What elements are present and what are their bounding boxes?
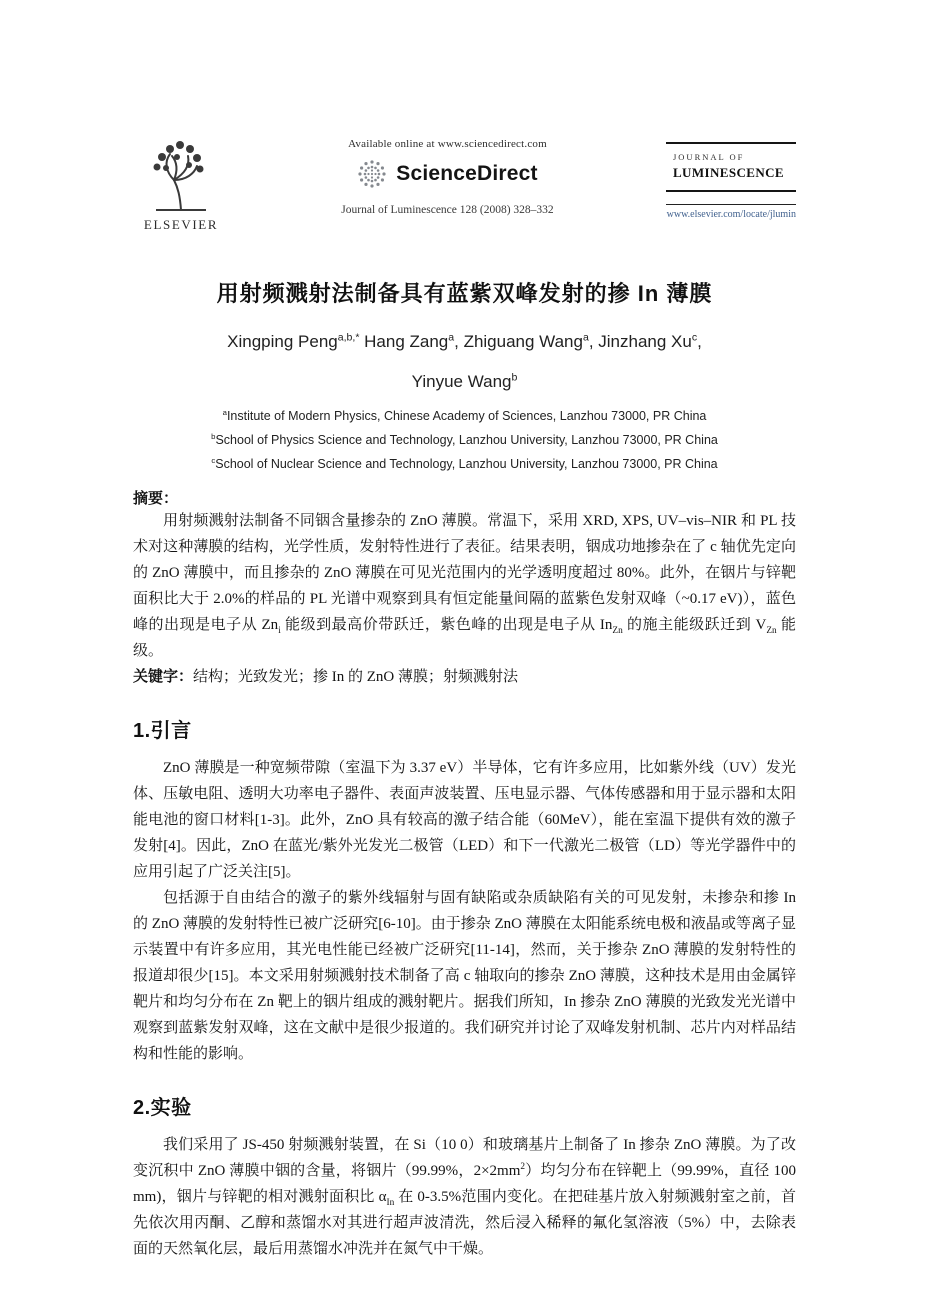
paragraph: 我们采用了 JS-450 射频溅射装置，在 Si（10 0）和玻璃基片上制备了 In 掺杂 ZnO 薄膜。为了改变沉积中 ZnO 薄膜中铟的含量，将铟片（99.99%，$2\times 2mm^2$）均匀分布在锌靶上（99.99%，直径 100 mm)，铟片与锌靶的相对溅射面积比 $\alpha_{In}$ 在 0-3.5%范围内变化。在把硅基片放入射频溅射室之前，首先依次用丙酮、乙醇和蒸馏水对其进行超声波清洗，然后浸入稀释的氟化氢溶液（5%）中，去除表面的天然氧化层，最后用蒸馏水冲洗并在氮气中干燥。 [133, 1137, 796, 1257]
journal-header [133, 136, 796, 233]
elsevier-logo [133, 136, 229, 233]
header-center-block [341, 138, 553, 216]
paragraph: ZnO 薄膜是一种宽频带隙（室温下为 3.37 eV）半导体，它有许多应用，比如紫外线（UV）发光体、压敏电阻、透明大功率电子器件、表面声波装置、压电显示器、气体传感器和用于显示器和太阳能电池的窗口材料[1-3]。此外，ZnO 具有较高的激子结合能（60MeV），能在室温下提供有效的激子发射[4]。因此，ZnO 在蓝光/紫外光发光二极管（LED）和下一代激光二极管（LD）等光学器件中的应用引起了广泛关注[5]。 [133, 760, 796, 880]
elsevier-wordmark: ELSEVIER [143, 217, 219, 232]
abstract-label: 摘要： [133, 491, 179, 507]
sciencedirect-logo [357, 159, 538, 189]
journal-logo-box [666, 142, 796, 192]
elsevier-tree-icon [144, 136, 218, 214]
authors-line-2: Yinyue Wang$^b$ [411, 371, 518, 391]
sciencedirect-globe-icon [357, 159, 387, 189]
header-rule [666, 204, 796, 205]
journal-logo-line2: LUMINESCENCE [672, 165, 784, 180]
section-heading-introduction: 1.引言 [133, 720, 192, 742]
available-online-text: Available online at www.sciencedirect.com [348, 138, 547, 150]
abstract-paragraph: 用射频溅射法制备不同铟含量掺杂的 ZnO 薄膜。常温下，采用 XRD, XPS, UV–vis–NIR 和 PL 技术对这种薄膜的结构，光学性质，发射特性进行了表征。结果表明，铟成功地掺杂在了 c 轴优先定向的 ZnO 薄膜中，而且掺杂的 ZnO 薄膜在可见光范围内的光学透明度超过 80%。此外，在铟片与锌靶面积比大于 2.0%的样品的 PL 光谱中观察到具有恒定能量间隔的蓝紫色发射双峰（~0.17 eV)），蓝色峰的出现是电子从 $Zn_i$ 能级到最高价带跃迁，紫色峰的出现是电子从 $In_{Zn}$ 的施主能级跃迁到 $V_{Zn}$ 能级。 [133, 513, 796, 659]
paragraph: 包括源于自由结合的激子的紫外线辐射与固有缺陷或杂质缺陷有关的可见发射，未掺杂和掺 In 的 ZnO 薄膜的发射特性已被广泛研究[6-10]。由于掺杂 ZnO 薄膜在太阳能系统电极和液晶或等离子显示装置中有许多应用，其光电性能已经被广泛研究[11-14]，然而，关于掺杂 ZnO 薄膜的发射特性的报道却很少[15]。本文采用射频溅射技术制备了高 c 轴取向的掺杂 ZnO 薄膜，这种技术是用由金属锌靶片和均匀分布在 Zn 靶上的铟片组成的溅射靶片。据我们所知，In 掺杂 ZnO 薄膜的光致发光光谱中观察到蓝紫发射双峰，这在文献中是很少报道的。我们研究并讨论了双峰发射机制、芯片内对样品结构和性能的影响。 [133, 890, 796, 1062]
authors-line-1: Xingping Peng$^{a,b,*}$ Hang Zang$^a$, Zhiguang Wang$^a$, Jinzhang Xu$^c$, [227, 331, 702, 351]
header-right-block [666, 142, 796, 220]
journal-logo-line1: JOURNAL OF [672, 152, 745, 162]
article-title: 用射频溅射法制备具有蓝紫双峰发射的掺 In 薄膜 [216, 281, 713, 306]
affiliation: $^a$Institute of Modern Physics, Chinese Academy of Sciences, Lanzhou 73000, PR China [222, 407, 707, 423]
affiliations-block [133, 408, 796, 473]
sciencedirect-wordmark: ScienceDirect [396, 162, 538, 185]
journal-citation: Journal of Luminescence 128 (2008) 328–332 [341, 204, 554, 216]
journal-url-link[interactable]: www.elsevier.com/locate/jlumin [666, 209, 796, 220]
affiliation: $^b$School of Physics Science and Technology, Lanzhou University, Lanzhou 73000, PR China [211, 431, 718, 447]
keywords-line [133, 664, 796, 690]
section-heading-experiment: 2.实验 [133, 1097, 192, 1119]
affiliation: $^c$School of Nuclear Science and Technology, Lanzhou University, Lanzhou 73000, PR China [211, 455, 718, 471]
keywords-label: 关键字： [133, 669, 194, 685]
keywords-text: 结构；光致发光；掺 In 的 ZnO 薄膜；射频溅射法 [193, 669, 519, 685]
